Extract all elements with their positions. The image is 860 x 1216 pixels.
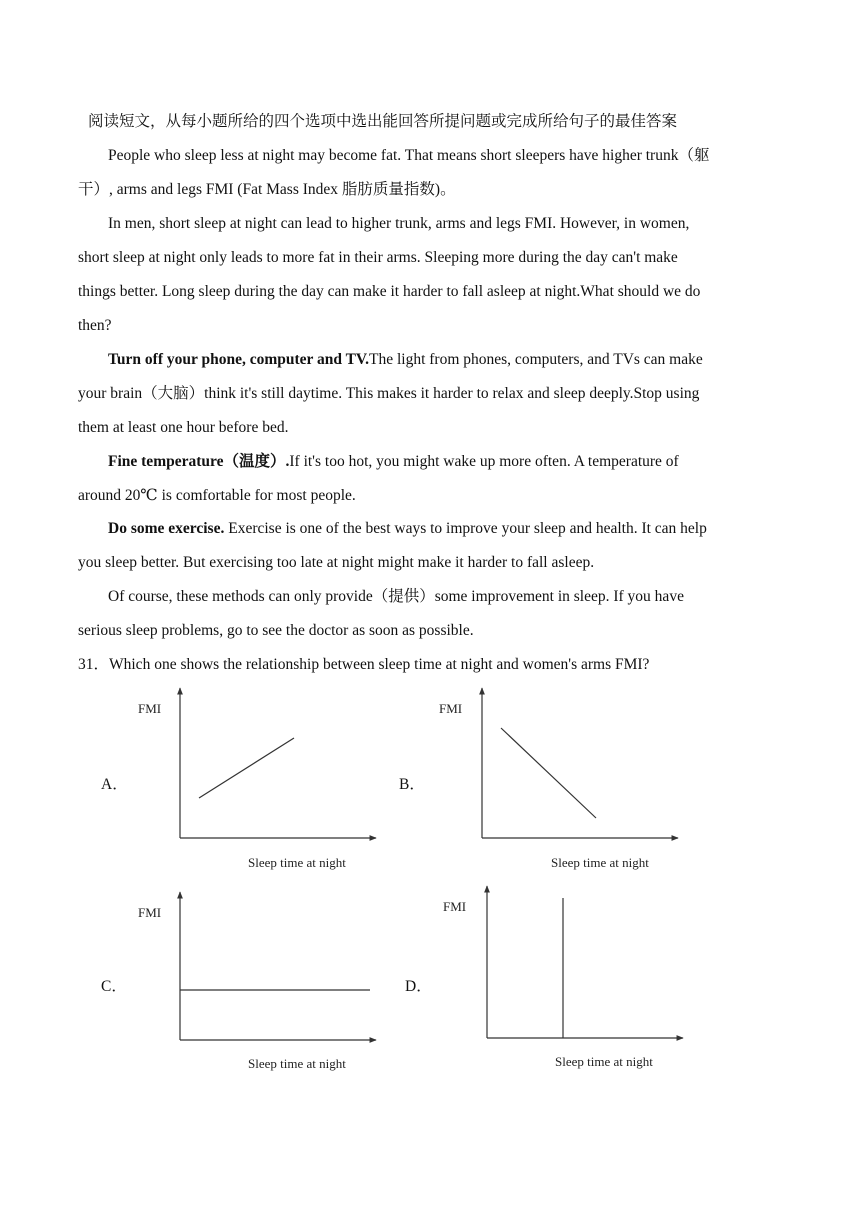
text-line: them at least one hour before bed. bbox=[78, 419, 289, 436]
option-b-label[interactable]: B． bbox=[399, 776, 425, 793]
text-line: short sleep at night only leads to more fat in their arms. Sleeping more during the day can't make bbox=[78, 249, 678, 266]
text-line: In men, short sleep at night can lead to higher trunk, arms and legs FMI. However, in women, bbox=[108, 215, 690, 232]
y-axis-label: FMI bbox=[439, 701, 463, 716]
text-line: things better. Long sleep during the day can make it harder to fall asleep at night.What should we do bbox=[78, 283, 701, 300]
x-axis-label: Sleep time at night bbox=[555, 1054, 653, 1069]
instruction: 阅读短文，从每小题所给的四个选项中选出能回答所提问题或完成所给句子的最佳答案 bbox=[88, 113, 678, 130]
text-line: People who sleep less at night may become fat. That means short sleepers have higher trunk（躯 bbox=[108, 147, 710, 164]
series-line bbox=[199, 738, 294, 798]
option-c-label[interactable]: C． bbox=[101, 978, 127, 995]
text-line: 干）, arms and legs FMI (Fat Mass Index 脂肪质量指数)。 bbox=[78, 181, 456, 198]
option-d-label[interactable]: D． bbox=[405, 978, 432, 995]
text-line: then? bbox=[78, 317, 112, 334]
y-axis-label: FMI bbox=[138, 905, 162, 920]
option-d-graph bbox=[437, 882, 697, 1076]
x-axis-label: Sleep time at night bbox=[248, 1056, 346, 1071]
text-line: Of course, these methods can only provide（提供）some improvement in sleep. If you have bbox=[108, 588, 684, 605]
x-axis-label: Sleep time at night bbox=[248, 855, 346, 870]
tip-text: Exercise is one of the best ways to improve your sleep and health. It can help bbox=[224, 520, 707, 537]
tip-text: If it's too hot, you might wake up more often. A temperature of bbox=[289, 453, 679, 470]
text-line bbox=[108, 350, 818, 370]
text-line bbox=[108, 452, 818, 472]
y-axis-label: FMI bbox=[443, 899, 467, 914]
option-b-graph bbox=[432, 685, 692, 875]
text-line: around 20℃ is comfortable for most people. bbox=[78, 487, 356, 504]
option-a-label[interactable]: A． bbox=[101, 776, 128, 793]
text-line: you sleep better. But exercising too late at night might make it harder to fall asleep. bbox=[78, 554, 595, 571]
series-line bbox=[501, 728, 596, 818]
x-axis-label: Sleep time at night bbox=[551, 855, 649, 870]
text-line: serious sleep problems, go to see the doctor as soon as possible. bbox=[78, 622, 474, 639]
tip-heading: Do some exercise. bbox=[108, 520, 225, 537]
option-a-graph bbox=[130, 685, 390, 875]
tip-heading: Fine temperature（温度）. bbox=[108, 453, 290, 470]
text-line: your brain（大脑）think it's still daytime. This makes it harder to relax and sleep deeply.Stop using bbox=[78, 385, 700, 402]
text-line bbox=[108, 519, 818, 539]
question-text: 31．Which one shows the relationship between sleep time at night and women's arms FMI? bbox=[78, 656, 650, 673]
tip-heading: Turn off your phone, computer and TV. bbox=[108, 351, 369, 368]
tip-text: The light from phones, computers, and TVs can make bbox=[369, 351, 703, 368]
y-axis-label: FMI bbox=[138, 701, 162, 716]
option-c-graph bbox=[130, 888, 390, 1078]
